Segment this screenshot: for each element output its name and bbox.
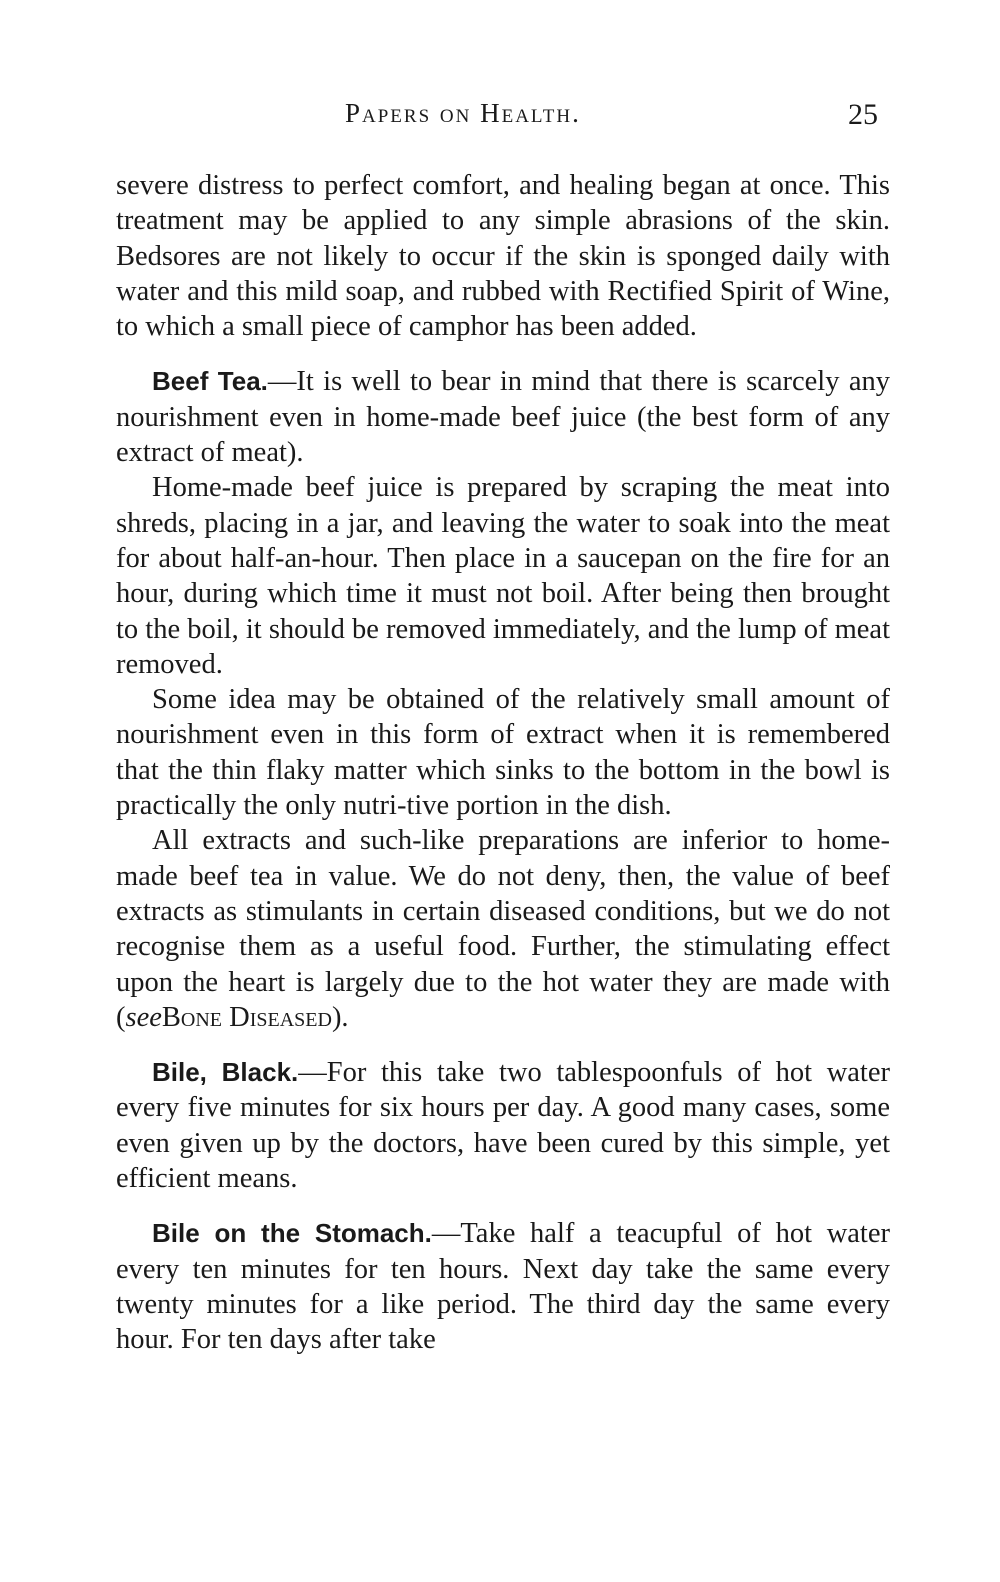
entry-heading-bile-stomach: Bile on the Stomach. (152, 1218, 432, 1249)
paragraph-soap-continuation (116, 168, 890, 344)
cross-reference-bone-diseased: Bone Diseased (161, 1001, 332, 1033)
paragraph-text-tail: ). (331, 1001, 349, 1033)
paragraph-text: Some idea may be obtained of the relatively small amount of nourishment even in this form of extract when it is remembered that the thin flaky matter which sinks to the bottom in the bowl is practically the only nutri-tive portion in the dish. (116, 684, 890, 822)
paragraph-bile-stomach (116, 1216, 890, 1357)
running-head (0, 98, 1000, 142)
paragraph-text: All extracts and such-like preparations are inferior to home-made beef tea in value. We do not deny, then, the value of beef extracts as stimulants in certain diseased conditions, but we do not recognise them as a useful food. Further, the stimulating effect upon the heart is largely due to the hot water they are made with ( (116, 825, 890, 1033)
paragraph-nourishment-amount (116, 682, 890, 823)
paragraph-text: —For this take two tablespoonfuls of hot water every five minutes for six hours per day. A good many cases, some even given up by the doctors, have been cured by this simple, yet efficient means. (116, 1057, 890, 1195)
paragraph-text: Home-made beef juice is prepared by scraping the meat into shreds, placing in a jar, and leaving the water to soak into the meat for about half-an-hour. Then place in a saucepan on the fire for an hour, during which time it must not boil. After being then brought to the boil, it should be removed immediately, and the lump of meat removed. (116, 472, 890, 680)
paragraph-beef-tea (116, 364, 890, 470)
paragraph-extracts (116, 823, 890, 1035)
paragraph-beef-juice-method (116, 470, 890, 682)
page-number: 25 (848, 98, 878, 131)
see-reference-label: see (125, 1001, 162, 1033)
running-title: Papers on Health. (345, 98, 581, 128)
entry-heading-bile-black: Bile, Black. (152, 1057, 299, 1088)
paragraph-text: severe distress to perfect comfort, and healing began at once. This treatment may be applied to any simple abrasions of the skin. Bedsores are not likely to occur if the skin is sponged daily with water and this mild soap, and rubbed with Rectified Spirit of Wine, to which a small piece of camphor has been added. (116, 170, 890, 343)
entry-heading-beef-tea: Beef Tea. (152, 366, 268, 397)
body-text (116, 168, 890, 1358)
paragraph-text: —It is well to bear in mind that there is scarcely any nourishment even in home-made beef juice (the best form of any extract of meat). (116, 366, 890, 469)
paragraph-text: —Take half a teacupful of hot water every ten minutes for ten hours. Next day take the same every twenty minutes for a like period. The third day the same every hour. For ten days after take (116, 1218, 890, 1356)
paragraph-bile-black (116, 1055, 890, 1196)
